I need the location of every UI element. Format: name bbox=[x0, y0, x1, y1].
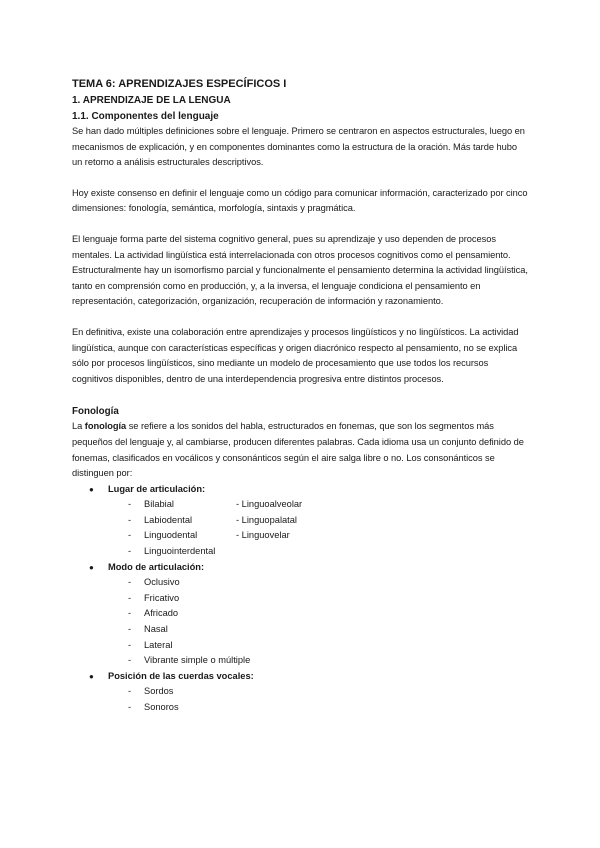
lugar-right: - Linguovelar bbox=[236, 530, 290, 541]
lugar-left: Bilabial bbox=[144, 499, 174, 510]
list-item bbox=[72, 544, 528, 560]
modo-item: Vibrante simple o múltiple bbox=[144, 655, 251, 666]
list-item-lugar bbox=[72, 482, 528, 498]
dash-icon: - bbox=[128, 655, 132, 666]
dash-icon: - bbox=[128, 702, 132, 712]
list-item bbox=[72, 684, 528, 700]
lugar-left: Labiodental bbox=[144, 514, 193, 525]
fonologia-intro-text: se refiere a los sonidos del habla, estructurados en fonemas, que son los segmentos más pequeños del lenguaje y, al cambiarse, producen diferentes palabras. Cada idioma usa un conjunto definido de fonemas, clasificados en vocálicos y consonánticos según el aire salga libre o no. Los consonánticos se distinguen por: bbox=[72, 421, 524, 479]
dash-icon: - bbox=[128, 577, 132, 588]
modo-item: Nasal bbox=[144, 624, 168, 635]
lugar-title: Lugar de articulación: bbox=[108, 483, 206, 494]
bullet-icon: ● bbox=[89, 484, 94, 494]
paragraph-consensus: Hoy existe consenso en definir el lenguaje como un código para comunicar información, caracterizado por cinco dimensiones: fonología, semántica, morfología, sintaxis y pragmática. bbox=[72, 187, 528, 214]
bullet-icon: ● bbox=[89, 562, 94, 572]
modo-item: Oclusivo bbox=[144, 577, 180, 588]
paragraph-definitions: Se han dado múltiples definiciones sobre el lenguaje. Primero se centraron en aspectos estructurales, luego en mecanismos de explicación, y en componentes dominantes como la estructura de la oración. Más tarde hubo un retorno a análisis estructurales descriptivos. bbox=[72, 126, 525, 168]
section-heading: 1. APRENDIZAJE DE LA LENGUA bbox=[72, 95, 231, 106]
list-item bbox=[72, 700, 528, 716]
fonologia-heading: Fonología bbox=[72, 406, 119, 418]
modo-item: Lateral bbox=[144, 639, 173, 650]
lugar-sublist bbox=[72, 497, 528, 559]
paragraph-conclusion: En definitiva, existe una colaboración entre aprendizajes y procesos lingüísticos y no lingüísticos. La actividad lingüística, aunque con características específicas y origen diacrónico respecto al pensamiento, no se explica sólo por procesos lingüísticos, sino mediante un modelo de procesamiento que use todos los recursos cognitivos disponibles, dentro de una interdependencia progresiva entre distintos procesos. bbox=[72, 326, 519, 384]
dash-icon: - bbox=[128, 624, 132, 635]
fonologia-intro-prefix: La bbox=[72, 421, 85, 432]
modo-item: Fricativo bbox=[144, 592, 180, 603]
lugar-right: - Linguoalveolar bbox=[236, 499, 303, 510]
dash-icon: - bbox=[128, 546, 132, 557]
dash-icon: - bbox=[128, 639, 132, 650]
modo-items bbox=[72, 575, 528, 669]
lugar-right: - Linguopalatal bbox=[236, 514, 297, 525]
document-title: TEMA 6: APRENDIZAJES ESPECÍFICOS I bbox=[72, 78, 287, 90]
dash-icon: - bbox=[128, 608, 132, 619]
consonant-criteria-list bbox=[72, 482, 528, 716]
document-content bbox=[72, 76, 528, 716]
cuerdas-item: Sonoros bbox=[144, 702, 179, 712]
fonologia-intro bbox=[72, 419, 528, 481]
paragraph-cognitive-system: El lenguaje forma parte del sistema cognitivo general, pues su aprendizaje y uso dependen de procesos mentales. La actividad lingüística está interrelacionada con otros procesos cognitivos como el pensamiento. Estructuralmente hay un isomorfismo parcial y funcionalmente el pensamiento determina la actividad lingüística, tanto en comprensión como en producción, y, a la inversa, el lenguaje condiciona el pensamiento en representación, categorización, organización, recuperación de información y razonamiento. bbox=[72, 233, 528, 307]
dash-icon: - bbox=[128, 686, 132, 697]
list-item bbox=[72, 497, 528, 513]
cuerdas-item: Sordos bbox=[144, 686, 174, 697]
cuerdas-sublist bbox=[72, 684, 528, 715]
modo-item: Africado bbox=[144, 608, 179, 619]
modo-sublist bbox=[72, 575, 528, 669]
bullet-icon: ● bbox=[89, 671, 94, 681]
list-item-cuerdas bbox=[72, 669, 528, 685]
dash-icon: - bbox=[128, 592, 132, 603]
dash-icon: - bbox=[128, 514, 132, 525]
list-item bbox=[72, 653, 528, 669]
lugar-left: Linguodental bbox=[144, 530, 198, 541]
list-item bbox=[72, 591, 528, 607]
cuerdas-items bbox=[72, 684, 528, 715]
list-item bbox=[72, 638, 528, 654]
list-item bbox=[72, 606, 528, 622]
dash-icon: - bbox=[128, 530, 132, 541]
cuerdas-title: Posición de las cuerdas vocales: bbox=[108, 670, 254, 681]
list-item bbox=[72, 513, 528, 529]
fonologia-term: fonología bbox=[84, 421, 127, 432]
list-item bbox=[72, 575, 528, 591]
list-item bbox=[72, 528, 528, 544]
list-item bbox=[72, 622, 528, 638]
list-item-modo bbox=[72, 560, 528, 576]
subsection-heading: 1.1. Componentes del lenguaje bbox=[72, 111, 219, 122]
dash-icon: - bbox=[128, 499, 132, 510]
lugar-left: Linguointerdental bbox=[144, 546, 216, 557]
lugar-items bbox=[72, 497, 528, 559]
modo-title: Modo de articulación: bbox=[108, 561, 205, 572]
